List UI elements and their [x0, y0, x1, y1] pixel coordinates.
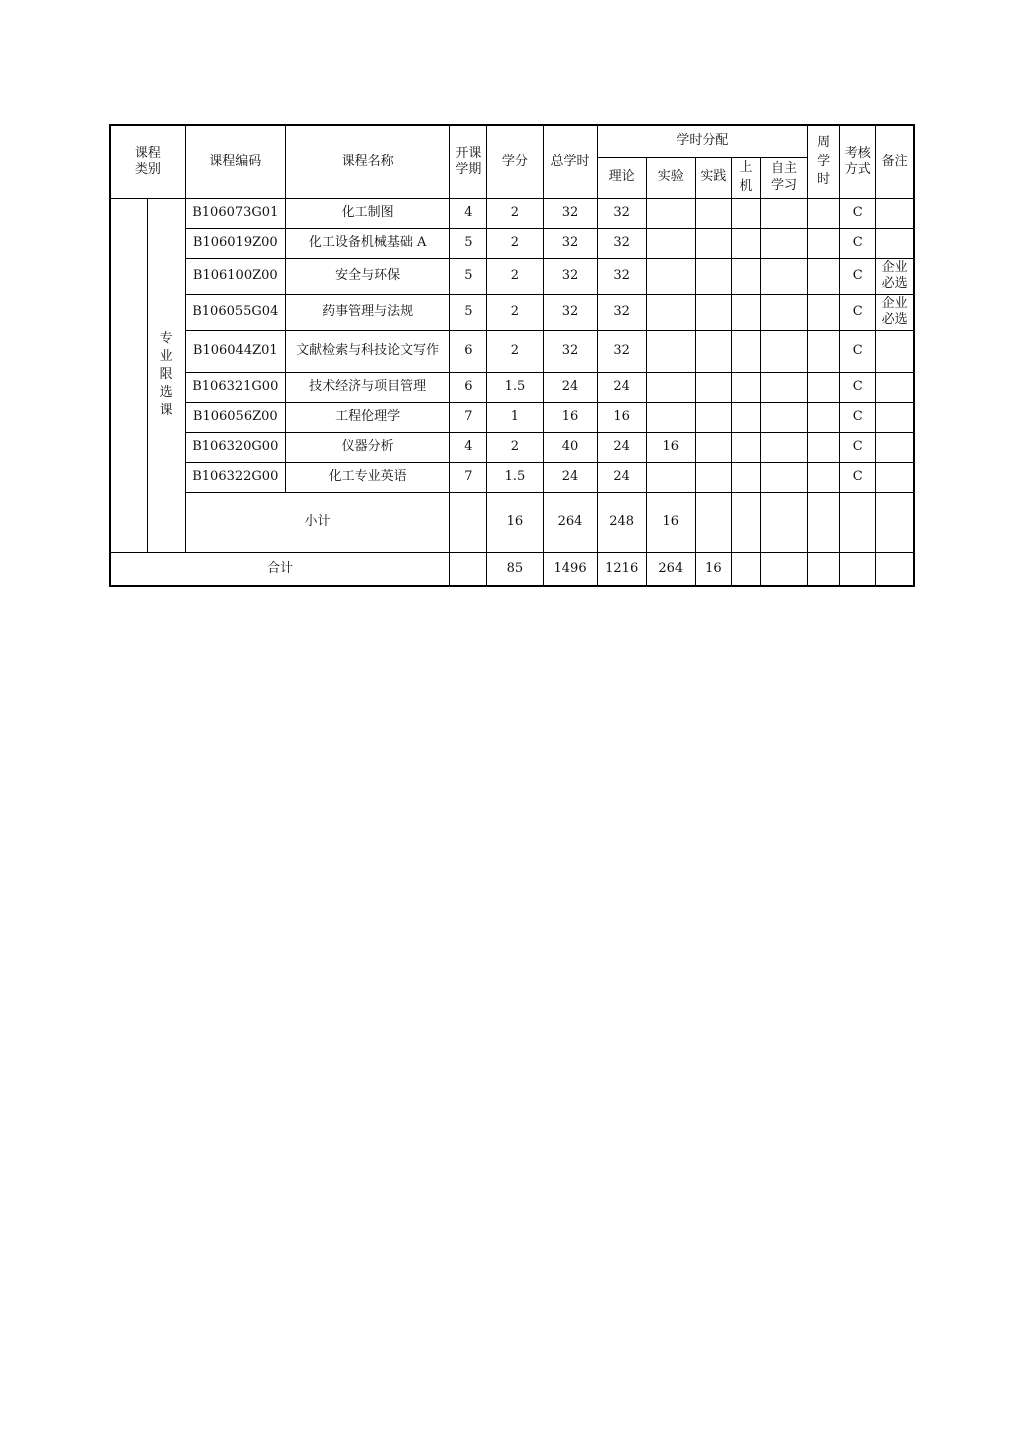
- grand-total-exam: [840, 552, 876, 586]
- cell-remarks: [876, 228, 914, 258]
- grand-total-row: [110, 552, 914, 586]
- subtotal-label: 小计: [185, 492, 450, 552]
- cell-practice: [695, 432, 731, 462]
- cell-exam: C: [840, 258, 876, 294]
- cell-total: 32: [543, 258, 597, 294]
- cell-computer: [731, 372, 760, 402]
- cell-code: B106055G04: [185, 294, 285, 330]
- header-total-hours: 总学时: [543, 125, 597, 198]
- cell-self-study: [760, 330, 807, 372]
- subtotal-credits: 16: [487, 492, 543, 552]
- header-hours-distribution: 学时分配: [597, 125, 808, 157]
- cell-semester: 5: [450, 294, 487, 330]
- cell-credits: 2: [487, 330, 543, 372]
- cell-theory: 32: [597, 198, 646, 228]
- cell-self-study: [760, 372, 807, 402]
- cell-weekly: [808, 228, 840, 258]
- cell-weekly: [808, 432, 840, 462]
- cell-theory: 24: [597, 432, 646, 462]
- grand-total-practice: 16: [695, 552, 731, 586]
- cell-computer: [731, 228, 760, 258]
- subtotal-experiment: 16: [646, 492, 695, 552]
- subtotal-computer: [731, 492, 760, 552]
- curriculum-table: [109, 124, 915, 587]
- grand-total-theory: 1216: [597, 552, 646, 586]
- cell-name: 仪器分析: [285, 432, 449, 462]
- table-row: [110, 228, 914, 258]
- table-row: [110, 258, 914, 294]
- subtotal-row: [110, 492, 914, 552]
- cell-weekly: [808, 258, 840, 294]
- cell-experiment: [646, 228, 695, 258]
- cell-computer: [731, 462, 760, 492]
- cell-exam: C: [840, 402, 876, 432]
- cell-computer: [731, 432, 760, 462]
- cell-semester: 7: [450, 402, 487, 432]
- table-row: [110, 372, 914, 402]
- cell-practice: [695, 294, 731, 330]
- header-code: 课程编码: [185, 125, 285, 198]
- cell-weekly: [808, 402, 840, 432]
- cell-code: B106073G01: [185, 198, 285, 228]
- header-category: 课程类别: [110, 125, 185, 198]
- cell-credits: 2: [487, 228, 543, 258]
- cell-semester: 4: [450, 198, 487, 228]
- cell-name: 药事管理与法规: [285, 294, 449, 330]
- cell-code: B106044Z01: [185, 330, 285, 372]
- cell-code: B106019Z00: [185, 228, 285, 258]
- subtotal-self-study: [760, 492, 807, 552]
- cell-total: 16: [543, 402, 597, 432]
- cell-self-study: [760, 462, 807, 492]
- cell-name: 化工制图: [285, 198, 449, 228]
- cell-credits: 1: [487, 402, 543, 432]
- cell-theory: 24: [597, 462, 646, 492]
- cell-exam: C: [840, 462, 876, 492]
- cell-remarks: [876, 330, 914, 372]
- header-weekly-hours: 周学时: [808, 125, 840, 198]
- cell-semester: 5: [450, 258, 487, 294]
- subtotal-exam: [840, 492, 876, 552]
- cell-theory: 16: [597, 402, 646, 432]
- subtotal-practice: [695, 492, 731, 552]
- cell-weekly: [808, 198, 840, 228]
- cell-exam: C: [840, 228, 876, 258]
- cell-semester: 4: [450, 432, 487, 462]
- cell-practice: [695, 198, 731, 228]
- cell-experiment: [646, 402, 695, 432]
- cell-computer: [731, 198, 760, 228]
- cell-remarks: [876, 372, 914, 402]
- header-exam: 考核方式: [840, 125, 876, 198]
- category-blank-cell: [110, 198, 147, 552]
- cell-practice: [695, 462, 731, 492]
- grand-total-experiment: 264: [646, 552, 695, 586]
- cell-self-study: [760, 402, 807, 432]
- grand-total-computer: [731, 552, 760, 586]
- cell-self-study: [760, 258, 807, 294]
- cell-exam: C: [840, 432, 876, 462]
- cell-exam: C: [840, 372, 876, 402]
- subtotal-total: 264: [543, 492, 597, 552]
- cell-theory: 24: [597, 372, 646, 402]
- header-self-study: 自主学习: [760, 157, 807, 198]
- header-name: 课程名称: [285, 125, 449, 198]
- cell-experiment: 16: [646, 432, 695, 462]
- grand-total-total: 1496: [543, 552, 597, 586]
- cell-practice: [695, 402, 731, 432]
- cell-self-study: [760, 198, 807, 228]
- subtotal-semester: [450, 492, 487, 552]
- cell-total: 32: [543, 228, 597, 258]
- cell-remarks: 企业必选: [876, 294, 914, 330]
- header-experiment: 实验: [646, 157, 695, 198]
- table-row: [110, 462, 914, 492]
- cell-experiment: [646, 462, 695, 492]
- table-row: [110, 198, 914, 228]
- cell-name: 安全与环保: [285, 258, 449, 294]
- cell-credits: 1.5: [487, 462, 543, 492]
- cell-remarks: [876, 198, 914, 228]
- cell-exam: C: [840, 198, 876, 228]
- grand-total-credits: 85: [487, 552, 543, 586]
- subtotal-theory: 248: [597, 492, 646, 552]
- table-row: [110, 402, 914, 432]
- header-practice: 实践: [695, 157, 731, 198]
- cell-total: 24: [543, 372, 597, 402]
- cell-code: B106322G00: [185, 462, 285, 492]
- cell-self-study: [760, 228, 807, 258]
- cell-practice: [695, 372, 731, 402]
- cell-code: B106100Z00: [185, 258, 285, 294]
- cell-computer: [731, 330, 760, 372]
- cell-code: B106321G00: [185, 372, 285, 402]
- grand-total-label: 合计: [110, 552, 450, 586]
- cell-self-study: [760, 294, 807, 330]
- header-credits: 学分: [487, 125, 543, 198]
- grand-total-remarks: [876, 552, 914, 586]
- cell-theory: 32: [597, 258, 646, 294]
- cell-name: 技术经济与项目管理: [285, 372, 449, 402]
- cell-code: B106320G00: [185, 432, 285, 462]
- cell-semester: 6: [450, 372, 487, 402]
- cell-experiment: [646, 198, 695, 228]
- cell-exam: C: [840, 330, 876, 372]
- cell-weekly: [808, 462, 840, 492]
- cell-computer: [731, 294, 760, 330]
- cell-credits: 1.5: [487, 372, 543, 402]
- header-theory: 理论: [597, 157, 646, 198]
- category-label: 专业限选课: [147, 198, 185, 552]
- table-row: [110, 330, 914, 372]
- subtotal-weekly: [808, 492, 840, 552]
- cell-name: 化工专业英语: [285, 462, 449, 492]
- cell-name: 文献检索与科技论文写作: [285, 330, 449, 372]
- cell-remarks: [876, 402, 914, 432]
- cell-credits: 2: [487, 294, 543, 330]
- grand-total-weekly: [808, 552, 840, 586]
- cell-total: 40: [543, 432, 597, 462]
- cell-self-study: [760, 432, 807, 462]
- cell-theory: 32: [597, 330, 646, 372]
- cell-practice: [695, 258, 731, 294]
- cell-experiment: [646, 258, 695, 294]
- cell-experiment: [646, 330, 695, 372]
- cell-total: 32: [543, 198, 597, 228]
- cell-weekly: [808, 330, 840, 372]
- cell-computer: [731, 402, 760, 432]
- cell-theory: 32: [597, 228, 646, 258]
- table-row: [110, 294, 914, 330]
- grand-total-self-study: [760, 552, 807, 586]
- cell-experiment: [646, 372, 695, 402]
- cell-credits: 2: [487, 258, 543, 294]
- cell-semester: 7: [450, 462, 487, 492]
- cell-credits: 2: [487, 198, 543, 228]
- cell-name: 化工设备机械基础 A: [285, 228, 449, 258]
- cell-code: B106056Z00: [185, 402, 285, 432]
- cell-practice: [695, 228, 731, 258]
- cell-remarks: [876, 462, 914, 492]
- cell-credits: 2: [487, 432, 543, 462]
- cell-semester: 6: [450, 330, 487, 372]
- cell-total: 24: [543, 462, 597, 492]
- grand-total-semester: [450, 552, 487, 586]
- cell-theory: 32: [597, 294, 646, 330]
- cell-semester: 5: [450, 228, 487, 258]
- cell-total: 32: [543, 294, 597, 330]
- cell-total: 32: [543, 330, 597, 372]
- subtotal-remarks: [876, 492, 914, 552]
- cell-remarks: [876, 432, 914, 462]
- cell-practice: [695, 330, 731, 372]
- cell-name: 工程伦理学: [285, 402, 449, 432]
- header-computer: 上机: [731, 157, 760, 198]
- cell-remarks: 企业必选: [876, 258, 914, 294]
- cell-computer: [731, 258, 760, 294]
- table-row: [110, 432, 914, 462]
- header-remarks: 备注: [876, 125, 914, 198]
- header-semester: 开课学期: [450, 125, 487, 198]
- cell-weekly: [808, 372, 840, 402]
- cell-experiment: [646, 294, 695, 330]
- cell-exam: C: [840, 294, 876, 330]
- cell-weekly: [808, 294, 840, 330]
